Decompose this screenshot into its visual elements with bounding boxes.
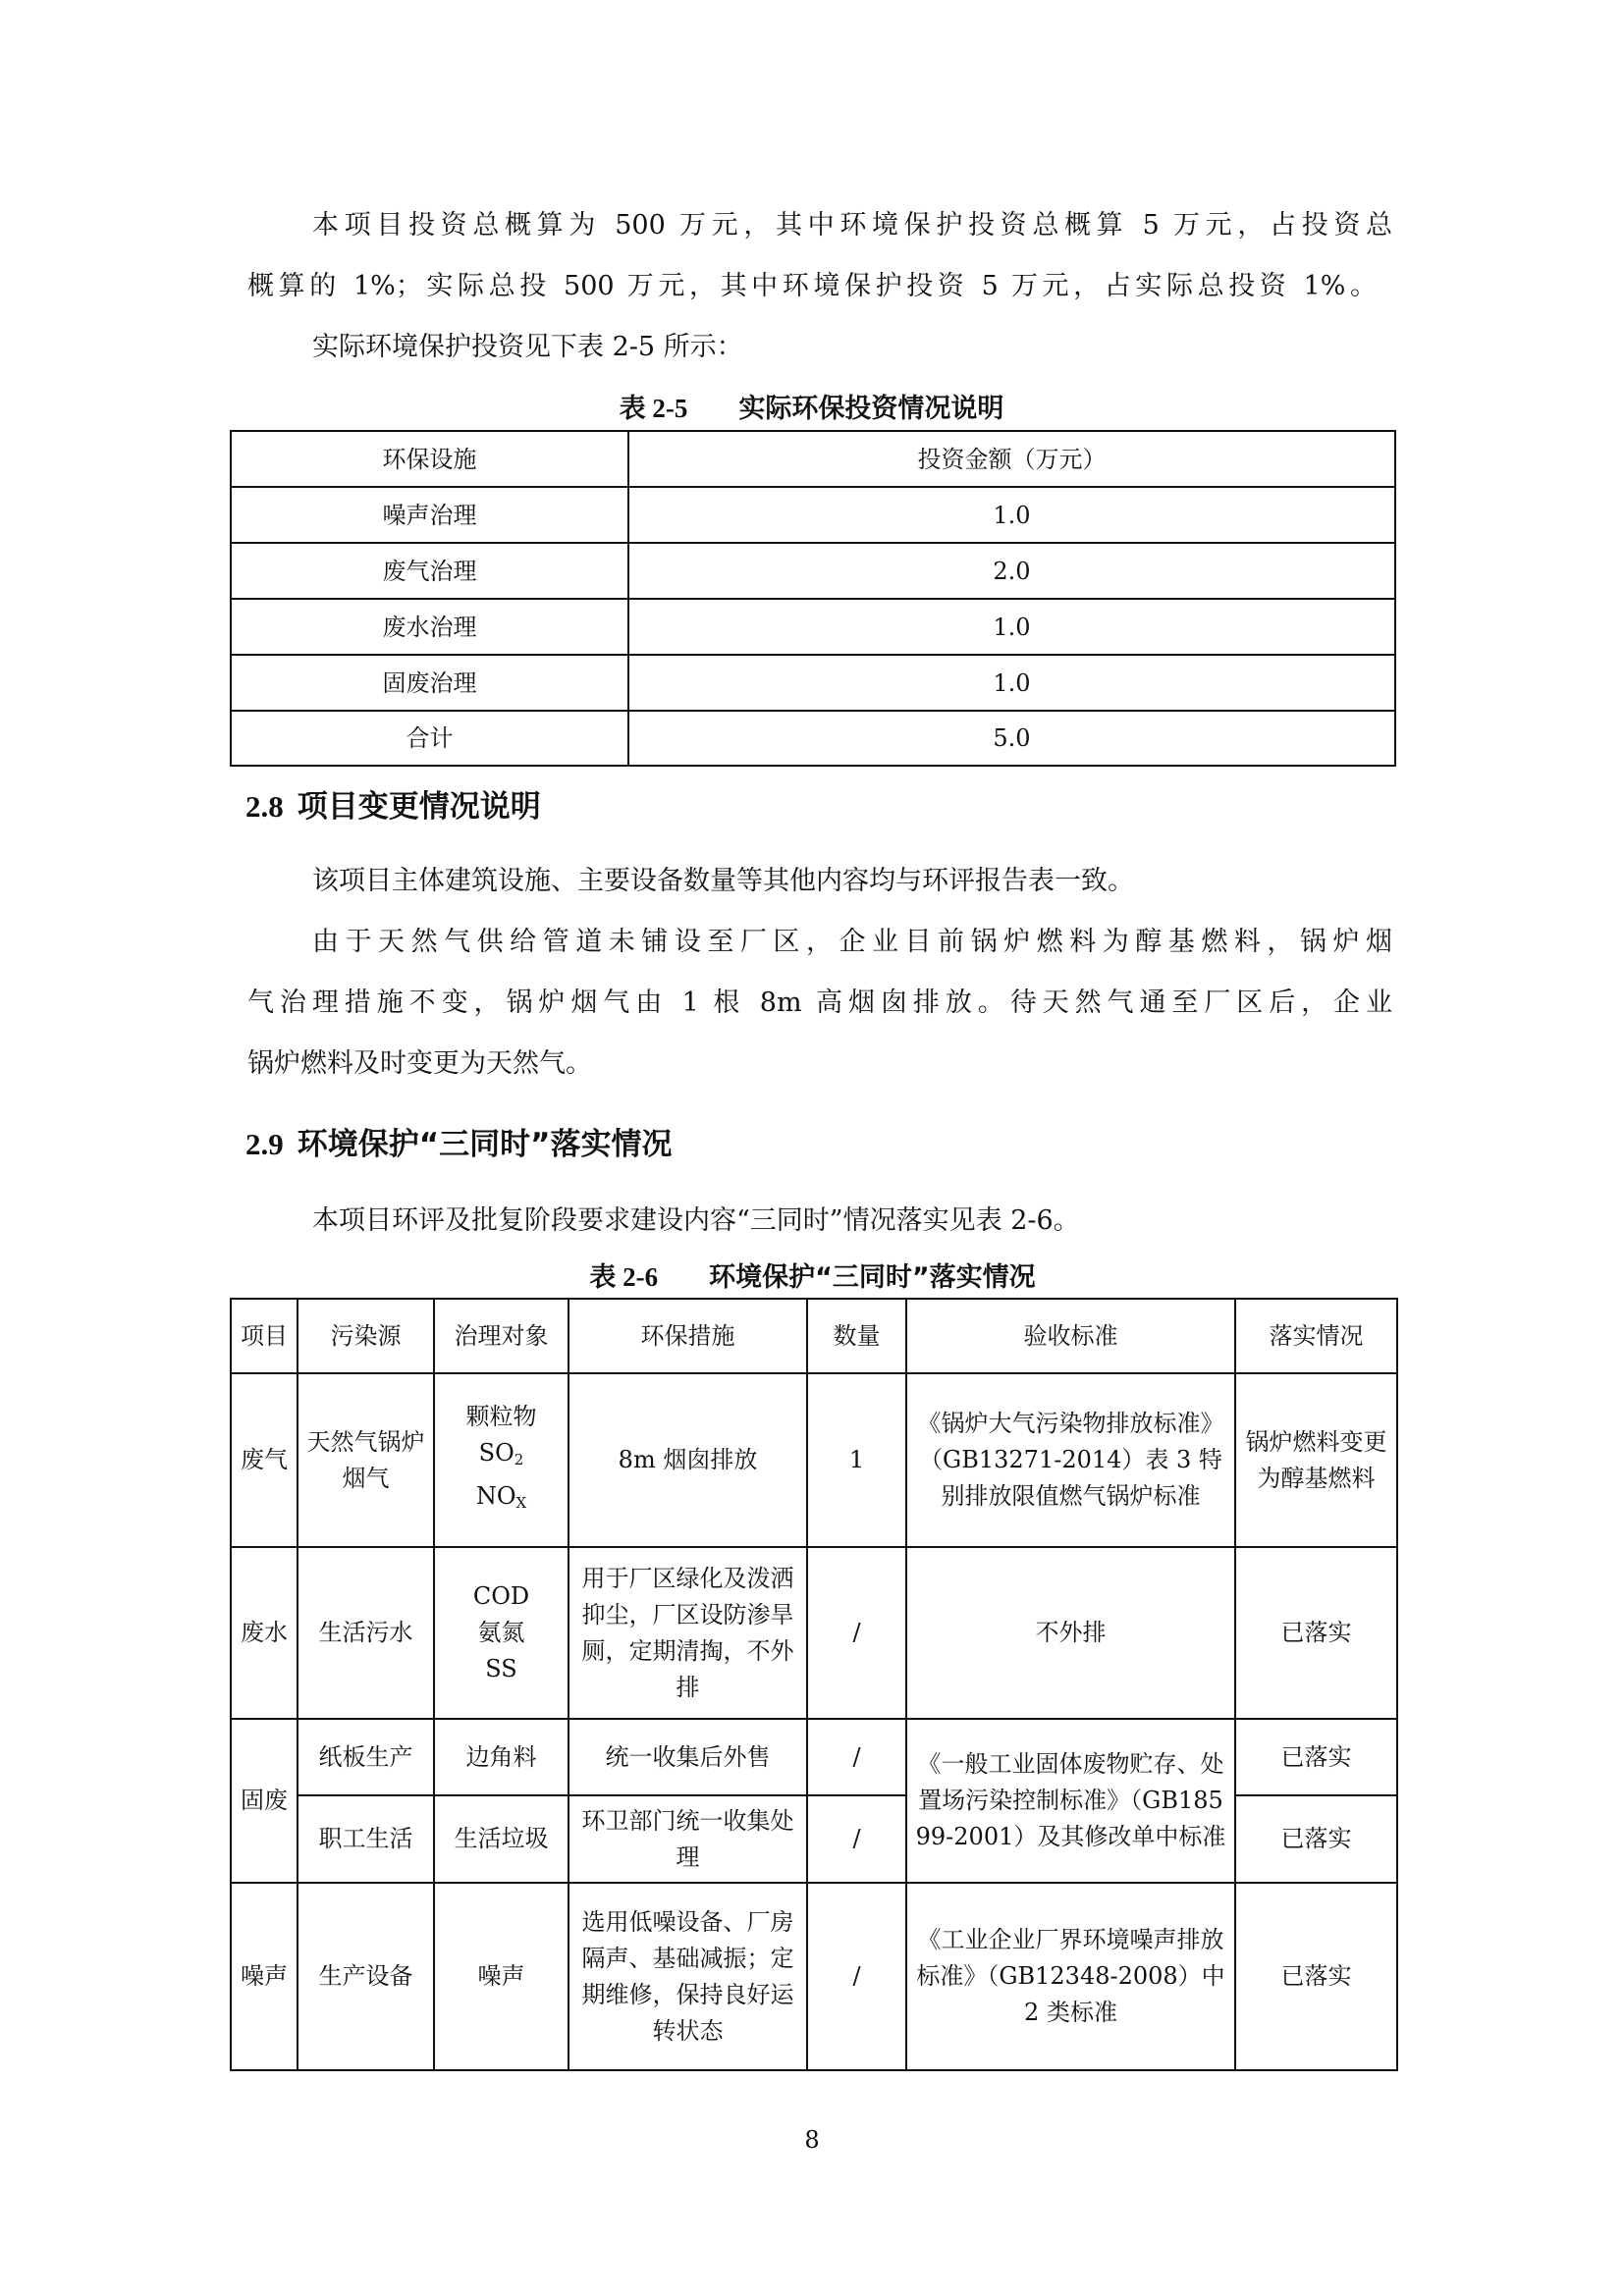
table-2-5-caption: [230, 391, 1393, 427]
table-2-5-title: 实际环保投资情况说明: [738, 394, 1004, 424]
source-cell: 纸板生产: [298, 1719, 434, 1795]
target-ss: SS: [485, 1655, 517, 1682]
status-cell: 已落实: [1235, 1795, 1397, 1883]
measure-cell: 用于厂区绿化及泼洒抑尘，厂区设防渗旱厕，定期清掏，不外排: [568, 1547, 807, 1719]
table-row-solid-waste-1: [231, 1719, 1397, 1795]
environmental-investment-table: [230, 430, 1396, 767]
facility-cell: 噪声治理: [231, 487, 628, 543]
quantity-cell: /: [807, 1795, 906, 1883]
table-row: [231, 487, 1395, 543]
header-acceptance-standard: 验收标准: [906, 1299, 1235, 1373]
target-particulate: 颗粒物: [465, 1403, 537, 1430]
section-2-8-paragraph-2-line-2: 气治理措施不变，锅炉烟气由 1 根 8m 高烟囱排放。待天然气通至厂区后，企业: [247, 988, 1392, 1018]
section-2-9-number: 2.9: [245, 1127, 284, 1161]
table-2-6-title: 环境保护“三同时”落实情况: [709, 1262, 1036, 1293]
table-2-6-number: 表 2-6: [589, 1262, 659, 1292]
table-row-waste-water: [231, 1547, 1397, 1719]
table-2-5-number: 表 2-5: [619, 394, 688, 423]
amount-cell: 2.0: [628, 543, 1395, 599]
measure-cell: 环卫部门统一收集处理: [568, 1795, 807, 1883]
quantity-cell: /: [807, 1719, 906, 1795]
section-2-8-paragraph-2-line-1: 由于天然气供给管道未铺设至厂区，企业目前锅炉燃料为醇基燃料，锅炉烟: [312, 927, 1392, 957]
table-header-row: [231, 431, 1395, 487]
header-treatment-target: 治理对象: [434, 1299, 568, 1373]
status-cell: 已落实: [1235, 1547, 1397, 1719]
category-cell: 废气: [231, 1373, 298, 1547]
source-cell: 生产设备: [298, 1883, 434, 2070]
section-2-8-paragraph-1: 该项目主体建筑设施、主要设备数量等其他内容均与环评报告表一致。: [312, 866, 1134, 896]
header-measure: 环保措施: [568, 1299, 807, 1373]
target-cell: [434, 1547, 568, 1719]
status-cell: 已落实: [1235, 1883, 1397, 2070]
table-2-6-caption: [230, 1259, 1395, 1296]
category-cell: 固废: [231, 1719, 298, 1883]
target-cell: 噪声: [434, 1883, 568, 2070]
source-cell: 天然气锅炉烟气: [298, 1373, 434, 1547]
section-2-8-title: 项目变更情况说明: [297, 789, 541, 825]
investment-table-reference: 实际环境保护投资见下表 2-5 所示：: [312, 332, 743, 362]
section-2-9-title: 环境保护“三同时”落实情况: [297, 1127, 673, 1162]
amount-cell: 1.0: [628, 599, 1395, 655]
source-cell: 生活污水: [298, 1547, 434, 1719]
target-cell: 生活垃圾: [434, 1795, 568, 1883]
header-pollution-source: 污染源: [298, 1299, 434, 1373]
investment-paragraph-line-1: 本项目投资总概算为 500 万元，其中环境保护投资总概算 5 万元，占投资总: [312, 210, 1392, 240]
quantity-cell: /: [807, 1547, 906, 1719]
standard-cell: 《一般工业固体废物贮存、处置场污染控制标准》（GB18599-2001）及其修改单中标准: [906, 1719, 1235, 1883]
status-cell: 锅炉燃料变更为醇基燃料: [1235, 1373, 1397, 1547]
target-cod: COD: [472, 1582, 530, 1610]
header-category: 项目: [231, 1299, 298, 1373]
table-row: [231, 543, 1395, 599]
investment-paragraph-line-2: 概算的 1%；实际总投 500 万元，其中环境保护投资 5 万元，占实际总投资 1%。: [247, 271, 1377, 301]
three-simultaneities-table: [230, 1298, 1398, 2071]
table-row-waste-gas: [231, 1373, 1397, 1547]
section-2-8-paragraph-2-line-3: 锅炉燃料及时变更为天然气。: [247, 1048, 592, 1079]
facility-cell: 固废治理: [231, 655, 628, 711]
table-row: [231, 599, 1395, 655]
header-amount: 投资金额（万元）: [628, 431, 1395, 487]
standard-cell: 《工业企业厂界环境噪声排放标准》（GB12348-2008）中 2 类标准: [906, 1883, 1235, 2070]
table-total-row: [231, 711, 1395, 766]
table-row-noise: [231, 1883, 1397, 2070]
category-cell: 噪声: [231, 1883, 298, 2070]
measure-cell: 统一收集后外售: [568, 1719, 807, 1795]
table-header-row: [231, 1299, 1397, 1373]
standard-cell: 《锅炉大气污染物排放标准》（GB13271-2014）表 3 特别排放限值燃气锅炉标准: [906, 1373, 1235, 1547]
section-2-8-number: 2.8: [245, 789, 284, 824]
target-cell: 边角料: [434, 1719, 568, 1795]
quantity-cell: 1: [807, 1373, 906, 1547]
section-2-8-heading: [245, 787, 541, 827]
amount-cell: 1.0: [628, 487, 1395, 543]
measure-cell: 8m 烟囱排放: [568, 1373, 807, 1547]
section-2-9-paragraph-1: 本项目环评及批复阶段要求建设内容“三同时”情况落实见表 2-6。: [312, 1205, 1080, 1236]
total-amount-cell: 5.0: [628, 711, 1395, 766]
amount-cell: 1.0: [628, 655, 1395, 711]
facility-cell: 废水治理: [231, 599, 628, 655]
facility-cell: 废气治理: [231, 543, 628, 599]
target-cell: [434, 1373, 568, 1547]
source-cell: 职工生活: [298, 1795, 434, 1883]
target-so2: $SO_2$: [478, 1439, 524, 1468]
total-label-cell: 合计: [231, 711, 628, 766]
table-row: [231, 655, 1395, 711]
category-cell: 废水: [231, 1547, 298, 1719]
header-quantity: 数量: [807, 1299, 906, 1373]
header-implementation-status: 落实情况: [1235, 1299, 1397, 1373]
target-ammonia: 氨氮: [477, 1619, 525, 1646]
quantity-cell: /: [807, 1883, 906, 2070]
measure-cell: 选用低噪设备、厂房隔声、基础减振；定期维修，保持良好运转状态: [568, 1883, 807, 2070]
standard-cell: 不外排: [906, 1547, 1235, 1719]
section-2-9-heading: [245, 1125, 673, 1164]
header-facility: 环保设施: [231, 431, 628, 487]
target-nox: $NO_X$: [475, 1482, 527, 1512]
status-cell: 已落实: [1235, 1719, 1397, 1795]
page-number: 8: [804, 2126, 820, 2154]
